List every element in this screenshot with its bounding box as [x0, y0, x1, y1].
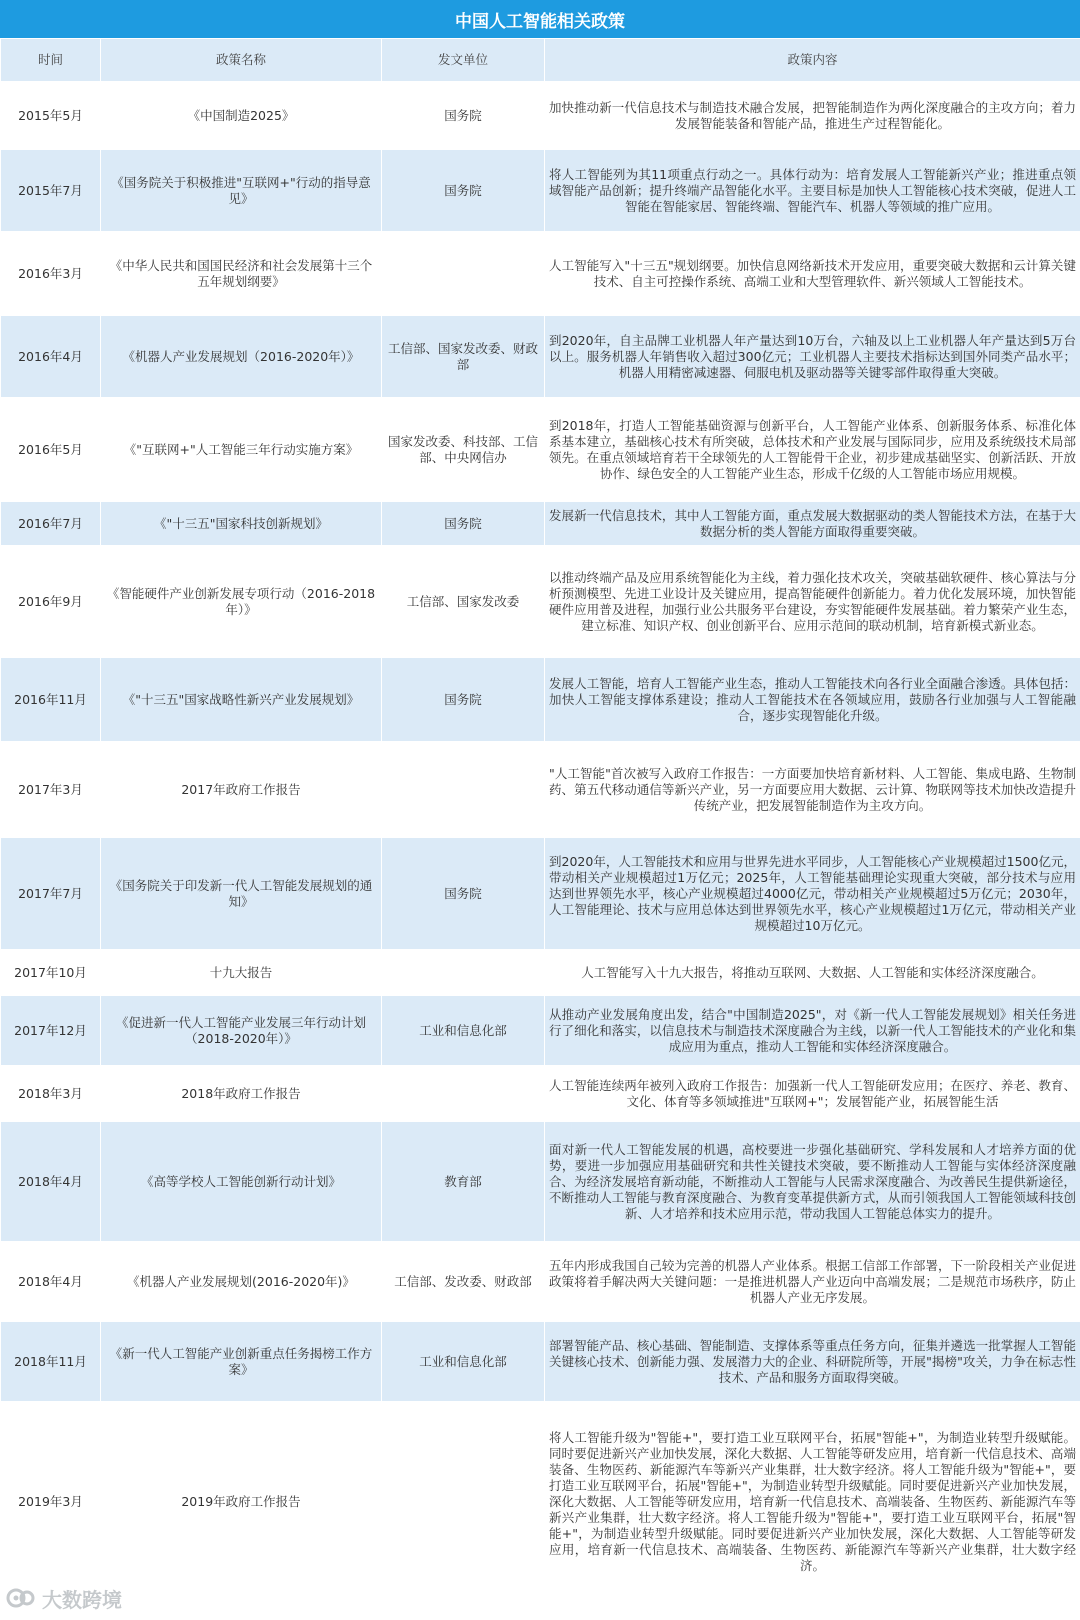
cell-content: 人工智能连续两年被列入政府工作报告：加强新一代人工智能研发应用；在医疗、养老、教育、文化、体育等多领域推进"互联网+"；发展智能产业，拓展智能生活 — [545, 1066, 1080, 1122]
cell-name: 《国务院关于印发新一代人工智能发展规划的通知》 — [101, 838, 382, 950]
header-content: 政策内容 — [545, 39, 1080, 82]
page-title: 中国人工智能相关政策 — [0, 0, 1080, 38]
table-row — [1, 742, 1080, 838]
cell-name: 《中国制造2025》 — [101, 82, 382, 150]
header-unit: 发文单位 — [382, 39, 545, 82]
table-row — [1, 316, 1080, 398]
cell-name: 《新一代人工智能产业创新重点任务揭榜工作方案》 — [101, 1322, 382, 1402]
cell-unit — [382, 742, 545, 838]
cell-unit: 工信部、国家发改委 — [382, 546, 545, 658]
cell-name: 《"十三五"国家战略性新兴产业发展规划》 — [101, 658, 382, 742]
table-row — [1, 1242, 1080, 1322]
cell-name: 《"互联网+"人工智能三年行动实施方案》 — [101, 398, 382, 502]
cell-time: 2016年5月 — [1, 398, 101, 502]
cell-name: 《机器人产业发展规划(2016-2020年)》 — [101, 1242, 382, 1322]
cell-time: 2018年4月 — [1, 1242, 101, 1322]
cell-time: 2017年7月 — [1, 838, 101, 950]
table-header-row — [1, 39, 1080, 82]
cell-time: 2015年7月 — [1, 150, 101, 232]
cell-time: 2017年3月 — [1, 742, 101, 838]
cell-name: 《国务院关于积极推进"互联网+"行动的指导意见》 — [101, 150, 382, 232]
cell-unit: 国家发改委、科技部、工信部、中央网信办 — [382, 398, 545, 502]
cell-content: "人工智能"首次被写入政府工作报告：一方面要加快培育新材料、人工智能、集成电路、生物制药、第五代移动通信等新兴产业，另一方面要应用大数据、云计算、物联网等技术加快改造提升传统产业，把发展智能制造作为主攻方向。 — [545, 742, 1080, 838]
cell-content: 面对新一代人工智能发展的机遇，高校要进一步强化基础研究、学科发展和人才培养方面的优势，要进一步加强应用基础研究和共性关键技术突破，要不断推动人工智能与实体经济深度融合、为经济发展培育新动能，不断推动人工智能与人民需求深度融合、为改善民生提供新途径，不断推动人工智能与教育深度融合、为教育变革提供新方式，从而引领我国人工智能领域科技创新、人才培养和技术应用示范，带动我国人工智能总体实力的提升。 — [545, 1122, 1080, 1242]
cell-content: 加快推动新一代信息技术与制造技术融合发展，把智能制造作为两化深度融合的主攻方向；着力发展智能装备和智能产品，推进生产过程智能化。 — [545, 82, 1080, 150]
cell-unit: 国务院 — [382, 502, 545, 546]
cell-unit: 国务院 — [382, 838, 545, 950]
table-row — [1, 1066, 1080, 1122]
cell-time: 2017年10月 — [1, 950, 101, 996]
watermark-logo — [6, 1582, 122, 1614]
cell-name: 《高等学校人工智能创新行动计划》 — [101, 1122, 382, 1242]
cell-content: 将人工智能列为其11项重点行动之一。具体行动为：培育发展人工智能新兴产业；推进重点领域智能产品创新；提升终端产品智能化水平。主要目标是加快人工智能核心技术突破，促进人工智能在智能家居、智能终端、智能汽车、机器人等领域的推广应用。 — [545, 150, 1080, 232]
cell-content: 以推动终端产品及应用系统智能化为主线，着力强化技术攻关，突破基础软硬件、核心算法与分析预测模型、先进工业设计及关键应用，提高智能硬件创新能力。着力优化发展环境，加快智能硬件应用普及进程，加强行业公共服务平台建设，夯实智能硬件发展基础。着力繁荣产业生态，建立标准、知识产权、创业创新平台、应用示范间的联动机制，培育新模式新业态。 — [545, 546, 1080, 658]
cell-time: 2017年12月 — [1, 996, 101, 1066]
cell-content: 发展人工智能，培育人工智能产业生态，推动人工智能技术向各行业全面融合渗透。具体包括：加快人工智能支撑体系建设；推动人工智能技术在各领域应用，鼓励各行业加强与人工智能融合，逐步实现智能化升级。 — [545, 658, 1080, 742]
cell-content: 人工智能写入十九大报告，将推动互联网、大数据、人工智能和实体经济深度融合。 — [545, 950, 1080, 996]
cell-content: 到2018年，打造人工智能基础资源与创新平台，人工智能产业体系、创新服务体系、标准化体系基本建立，基础核心技术有所突破，总体技术和产业发展与国际同步，应用及系统级技术局部领先。在重点领域培育若干全球领先的人工智能骨干企业，初步建成基础坚实、创新活跃、开放协作、绿色安全的人工智能产业生态，形成千亿级的人工智能市场应用规模。 — [545, 398, 1080, 502]
logo-text: 大数跨境 — [42, 1587, 122, 1612]
table-row — [1, 232, 1080, 316]
cell-time: 2018年3月 — [1, 1066, 101, 1122]
table-row — [1, 996, 1080, 1066]
cell-name: 《智能硬件产业创新发展专项行动（2016-2018年）》 — [101, 546, 382, 658]
cell-unit: 教育部 — [382, 1122, 545, 1242]
table-row — [1, 546, 1080, 658]
cell-content: 发展新一代信息技术，其中人工智能方面，重点发展大数据驱动的类人智能技术方法，在基于大数据分析的类人智能方面取得重要突破。 — [545, 502, 1080, 546]
cell-unit — [382, 1066, 545, 1122]
cell-name: 十九大报告 — [101, 950, 382, 996]
cell-name: 《"十三五"国家科技创新规划》 — [101, 502, 382, 546]
table-row — [1, 658, 1080, 742]
cell-content: 部署智能产品、核心基础、智能制造、支撑体系等重点任务方向，征集并遴选一批掌握人工智能关键核心技术、创新能力强、发展潜力大的企业、科研院所等，开展"揭榜"攻关，力争在标志性技术、产品和服务方面取得突破。 — [545, 1322, 1080, 1402]
cell-unit: 工业和信息化部 — [382, 996, 545, 1066]
cell-unit: 国务院 — [382, 150, 545, 232]
table-row — [1, 502, 1080, 546]
cell-content: 从推动产业发展角度出发，结合"中国制造2025"，对《新一代人工智能发展规划》相关任务进行了细化和落实，以信息技术与制造技术深度融合为主线，以新一代人工智能技术的产业化和集成应用为重点，推动人工智能和实体经济深度融合。 — [545, 996, 1080, 1066]
cell-time: 2018年11月 — [1, 1322, 101, 1402]
logo-icon — [6, 1585, 36, 1611]
table-row — [1, 1402, 1080, 1602]
table-row — [1, 950, 1080, 996]
cell-time: 2016年7月 — [1, 502, 101, 546]
header-time: 时间 — [1, 39, 101, 82]
cell-content: 到2020年，人工智能技术和应用与世界先进水平同步，人工智能核心产业规模超过1500亿元，带动相关产业规模超过1万亿元；2025年，人工智能基础理论实现重大突破，部分技术与应用达到世界领先水平，核心产业规模超过4000亿元，带动相关产业规模超过5万亿元；2030年，人工智能理论、技术与应用总体达到世界领先水平，核心产业规模超过1万亿元，带动相关产业规模超过10万亿元。 — [545, 838, 1080, 950]
table-row — [1, 1122, 1080, 1242]
cell-unit: 工信部、国家发改委、财政部 — [382, 316, 545, 398]
cell-time: 2016年11月 — [1, 658, 101, 742]
table-row — [1, 838, 1080, 950]
cell-content: 将人工智能升级为"智能+"，要打造工业互联网平台，拓展"智能+"，为制造业转型升级赋能。同时要促进新兴产业加快发展，深化大数据、人工智能等研发应用，培育新一代信息技术、高端装备、生物医药、新能源汽车等新兴产业集群，壮大数字经济。将人工智能升级为"智能+"，要打造工业互联网平台，拓展"智能+"，为制造业转型升级赋能。同时要促进新兴产业加快发展，深化大数据、人工智能等研发应用，培育新一代信息技术、高端装备、生物医药、新能源汽车等新兴产业集群，壮大数字经济。将人工智能升级为"智能+"，要打造工业互联网平台，拓展"智能+"，为制造业转型升级赋能。同时要促进新兴产业加快发展，深化大数据、人工智能等研发应用，培育新一代信息技术、高端装备、生物医药、新能源汽车等新兴产业集群，壮大数字经济。 — [545, 1402, 1080, 1602]
cell-time: 2015年5月 — [1, 82, 101, 150]
cell-unit: 工业和信息化部 — [382, 1322, 545, 1402]
table-row — [1, 1322, 1080, 1402]
cell-time: 2016年4月 — [1, 316, 101, 398]
cell-name: 《机器人产业发展规划（2016-2020年）》 — [101, 316, 382, 398]
table-row — [1, 150, 1080, 232]
cell-name: 2019年政府工作报告 — [101, 1402, 382, 1602]
cell-unit: 国务院 — [382, 82, 545, 150]
table-row — [1, 398, 1080, 502]
cell-time: 2016年3月 — [1, 232, 101, 316]
cell-name: 《促进新一代人工智能产业发展三年行动计划（2018-2020年）》 — [101, 996, 382, 1066]
cell-unit — [382, 950, 545, 996]
policy-table — [0, 38, 1080, 1602]
cell-unit — [382, 1402, 545, 1602]
cell-name: 2017年政府工作报告 — [101, 742, 382, 838]
cell-unit: 国务院 — [382, 658, 545, 742]
cell-time: 2016年9月 — [1, 546, 101, 658]
cell-unit: 工信部、发改委、财政部 — [382, 1242, 545, 1322]
cell-name: 《中华人民共和国国民经济和社会发展第十三个五年规划纲要》 — [101, 232, 382, 316]
cell-content: 五年内形成我国自己较为完善的机器人产业体系。根据工信部工作部署，下一阶段相关产业促进政策将着手解决两大关键问题：一是推进机器人产业迈向中高端发展；二是规范市场秩序，防止机器人产业无序发展。 — [545, 1242, 1080, 1322]
cell-content: 人工智能写入"十三五"规划纲要。加快信息网络新技术开发应用，重要突破大数据和云计算关键技术、自主可控操作系统、高端工业和大型管理软件、新兴领域人工智能技术。 — [545, 232, 1080, 316]
cell-name: 2018年政府工作报告 — [101, 1066, 382, 1122]
cell-time: 2018年4月 — [1, 1122, 101, 1242]
cell-content: 到2020年，自主品牌工业机器人年产量达到10万台，六轴及以上工业机器人年产量达到5万台以上。服务机器人年销售收入超过300亿元；工业机器人主要技术指标达到国外同类产品水平；机器人用精密减速器、伺服电机及驱动器等关键零部件取得重大突破。 — [545, 316, 1080, 398]
table-row — [1, 82, 1080, 150]
cell-unit — [382, 232, 545, 316]
cell-time: 2019年3月 — [1, 1402, 101, 1602]
header-name: 政策名称 — [101, 39, 382, 82]
